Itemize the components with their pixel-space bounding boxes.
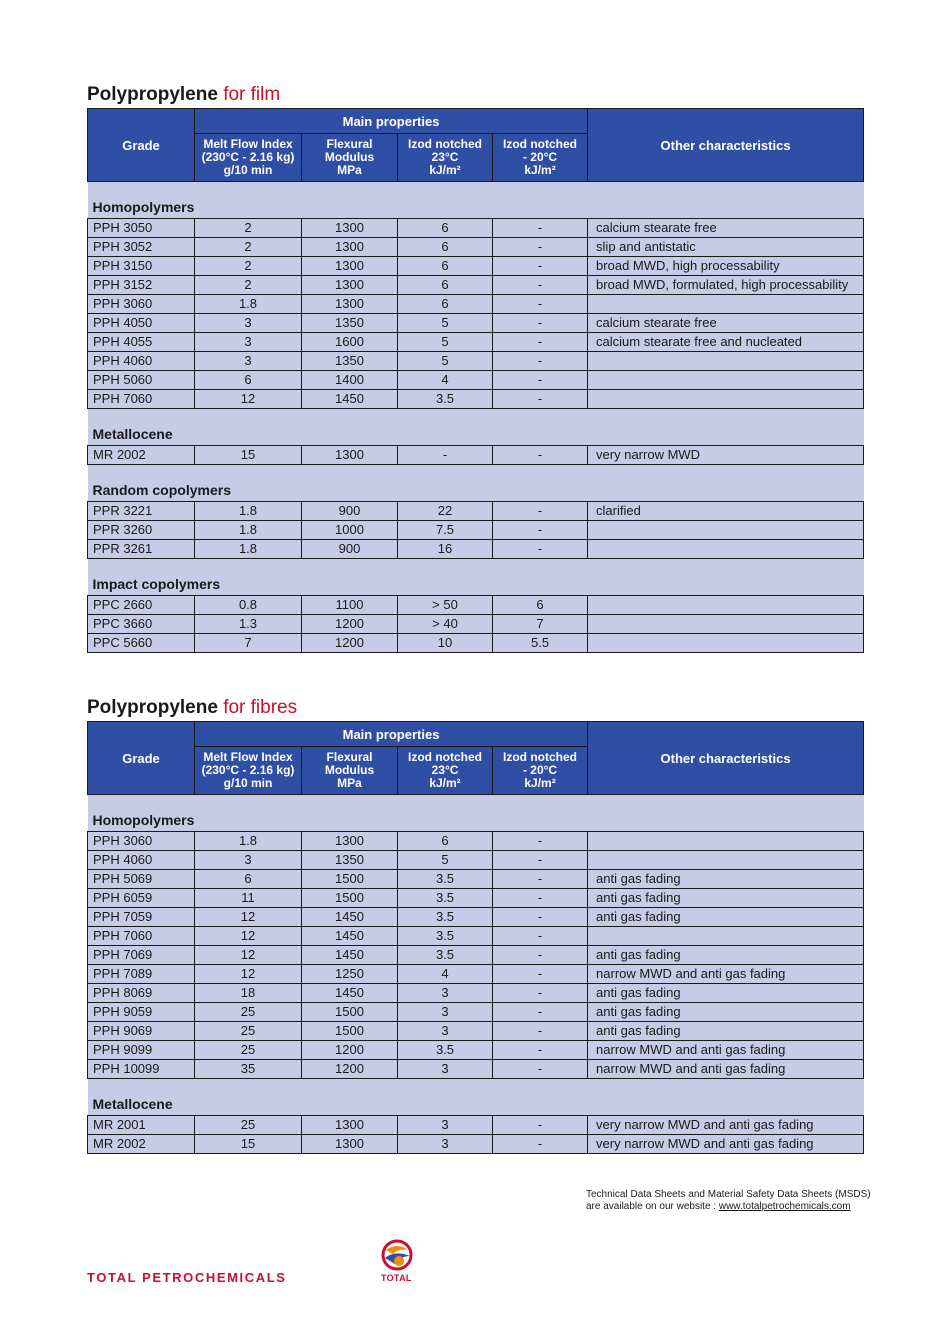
melt-flow-cell: 1.8	[195, 832, 302, 851]
flexural-modulus-cell: 900	[302, 502, 398, 521]
melt-flow-cell: 12	[195, 927, 302, 946]
header-izod-minus20	[493, 747, 588, 795]
datasheet-note-prefix: are available on our website :	[586, 1201, 719, 1212]
flexural-modulus-cell: 1300	[302, 832, 398, 851]
melt-flow-cell: 1.8	[195, 521, 302, 540]
datasheet-note-line1: Technical Data Sheets and Material Safety Data Sheets (MSDS)	[586, 1189, 871, 1200]
grade-cell: PPH 7060	[88, 390, 195, 409]
flexural-modulus-cell: 1100	[302, 596, 398, 615]
group-label: Metallocene	[88, 409, 864, 446]
izod-23-cell: 22	[398, 502, 493, 521]
table-row	[88, 596, 864, 615]
izod-23-cell: > 40	[398, 615, 493, 634]
group-label: Impact copolymers	[88, 559, 864, 596]
header-izod23-line3: kJ/m²	[429, 163, 461, 177]
flexural-modulus-cell: 1300	[302, 295, 398, 314]
table-row	[88, 333, 864, 352]
film-title-sub: for film	[223, 84, 281, 105]
header-main-properties: Main properties	[195, 109, 588, 134]
melt-flow-cell: 12	[195, 390, 302, 409]
melt-flow-cell: 3	[195, 333, 302, 352]
flexural-modulus-cell: 1300	[302, 257, 398, 276]
table-row	[88, 634, 864, 653]
melt-flow-cell: 3	[195, 352, 302, 371]
other-characteristics-cell	[588, 295, 864, 314]
other-characteristics-cell: anti gas fading	[588, 870, 864, 889]
table-row	[88, 832, 864, 851]
table-row	[88, 1135, 864, 1154]
header-izod-minus20	[493, 134, 588, 182]
other-characteristics-cell: narrow MWD and anti gas fading	[588, 1060, 864, 1079]
izod-23-cell: -	[398, 446, 493, 465]
website-link[interactable]: www.totalpetrochemicals.com	[718, 1201, 851, 1212]
header-flex-line1: Flexural	[326, 750, 373, 764]
header-flexural-modulus	[302, 747, 398, 795]
flexural-modulus-cell: 900	[302, 540, 398, 559]
other-characteristics-cell: anti gas fading	[588, 889, 864, 908]
header-izod23-line2: 23°C	[431, 763, 459, 777]
grade-cell: MR 2001	[88, 1116, 195, 1135]
group-row	[88, 1079, 864, 1116]
header-izod23-line1: Izod notched	[408, 137, 482, 151]
izod-minus20-cell: -	[493, 1060, 588, 1079]
header-izod20-line2: - 20°C	[522, 763, 558, 777]
izod-minus20-cell: -	[493, 446, 588, 465]
flexural-modulus-cell: 1300	[302, 276, 398, 295]
izod-minus20-cell: -	[493, 1116, 588, 1135]
melt-flow-cell: 25	[195, 1116, 302, 1135]
izod-minus20-cell: -	[493, 965, 588, 984]
table-row	[88, 851, 864, 870]
melt-flow-cell: 7	[195, 634, 302, 653]
other-characteristics-cell	[588, 832, 864, 851]
table-row	[88, 238, 864, 257]
melt-flow-cell: 3	[195, 314, 302, 333]
izod-minus20-cell: -	[493, 276, 588, 295]
melt-flow-cell: 12	[195, 946, 302, 965]
header-flex-line2: Modulus	[324, 150, 375, 164]
flexural-modulus-cell: 1250	[302, 965, 398, 984]
fibres-section-title	[87, 697, 297, 719]
header-flex-line3: MPa	[337, 163, 362, 177]
flexural-modulus-cell: 1000	[302, 521, 398, 540]
melt-flow-cell: 25	[195, 1022, 302, 1041]
header-mfi-line1: Melt Flow Index	[203, 750, 293, 764]
izod-minus20-cell: -	[493, 984, 588, 1003]
header-melt-flow-index	[195, 747, 302, 795]
flexural-modulus-cell: 1200	[302, 1060, 398, 1079]
flexural-modulus-cell: 1450	[302, 908, 398, 927]
flexural-modulus-cell: 1300	[302, 238, 398, 257]
melt-flow-cell: 35	[195, 1060, 302, 1079]
izod-minus20-cell: -	[493, 390, 588, 409]
izod-23-cell: 3	[398, 1135, 493, 1154]
grade-cell: PPH 10099	[88, 1060, 195, 1079]
other-characteristics-cell	[588, 521, 864, 540]
flexural-modulus-cell: 1350	[302, 851, 398, 870]
izod-23-cell: 6	[398, 295, 493, 314]
flexural-modulus-cell: 1600	[302, 333, 398, 352]
table-row	[88, 1116, 864, 1135]
other-characteristics-cell: very narrow MWD	[588, 446, 864, 465]
flexural-modulus-cell: 1200	[302, 634, 398, 653]
izod-23-cell: 6	[398, 276, 493, 295]
table-row	[88, 219, 864, 238]
grade-cell: PPH 9069	[88, 1022, 195, 1041]
flexural-modulus-cell: 1200	[302, 1041, 398, 1060]
fibres-table-body	[88, 795, 864, 1154]
izod-minus20-cell: 6	[493, 596, 588, 615]
flexural-modulus-cell: 1500	[302, 870, 398, 889]
table-row	[88, 870, 864, 889]
table-row	[88, 889, 864, 908]
other-characteristics-cell: broad MWD, high processability	[588, 257, 864, 276]
izod-23-cell: 6	[398, 238, 493, 257]
grade-cell: PPH 5069	[88, 870, 195, 889]
other-characteristics-cell	[588, 615, 864, 634]
izod-minus20-cell: -	[493, 851, 588, 870]
izod-23-cell: 10	[398, 634, 493, 653]
header-mfi-line3: g/10 min	[223, 776, 273, 790]
header-mfi-line1: Melt Flow Index	[203, 137, 293, 151]
header-izod-23	[398, 134, 493, 182]
group-label: Metallocene	[88, 1079, 864, 1116]
table-row	[88, 1003, 864, 1022]
melt-flow-cell: 1.8	[195, 540, 302, 559]
header-izod20-line1: Izod notched	[503, 750, 578, 764]
table-row	[88, 314, 864, 333]
other-characteristics-cell	[588, 390, 864, 409]
izod-minus20-cell: -	[493, 502, 588, 521]
grade-cell: PPH 4060	[88, 352, 195, 371]
group-row	[88, 559, 864, 596]
izod-23-cell: 16	[398, 540, 493, 559]
table-row	[88, 908, 864, 927]
izod-23-cell: 5	[398, 851, 493, 870]
grade-cell: PPR 3261	[88, 540, 195, 559]
datasheet-note	[586, 1189, 871, 1213]
film-title-main: Polypropylene	[87, 84, 218, 105]
melt-flow-cell: 2	[195, 219, 302, 238]
izod-23-cell: 3.5	[398, 1041, 493, 1060]
izod-minus20-cell: -	[493, 908, 588, 927]
other-characteristics-cell: anti gas fading	[588, 946, 864, 965]
header-mfi-line3: g/10 min	[223, 163, 273, 177]
grade-cell: MR 2002	[88, 446, 195, 465]
header-grade: Grade	[88, 722, 195, 795]
izod-minus20-cell: -	[493, 521, 588, 540]
other-characteristics-cell: anti gas fading	[588, 908, 864, 927]
melt-flow-cell: 2	[195, 238, 302, 257]
izod-23-cell: 3	[398, 1022, 493, 1041]
izod-23-cell: 3.5	[398, 870, 493, 889]
table-row	[88, 927, 864, 946]
group-row	[88, 409, 864, 446]
table-row	[88, 390, 864, 409]
izod-23-cell: 4	[398, 965, 493, 984]
izod-23-cell: 3	[398, 1003, 493, 1022]
izod-minus20-cell: -	[493, 219, 588, 238]
grade-cell: PPH 5060	[88, 371, 195, 390]
header-izod20-line3: kJ/m²	[524, 163, 556, 177]
flexural-modulus-cell: 1500	[302, 1022, 398, 1041]
table-row	[88, 446, 864, 465]
grade-cell: PPH 3052	[88, 238, 195, 257]
izod-minus20-cell: -	[493, 295, 588, 314]
melt-flow-cell: 6	[195, 371, 302, 390]
flexural-modulus-cell: 1500	[302, 1003, 398, 1022]
flexural-modulus-cell: 1500	[302, 889, 398, 908]
izod-minus20-cell: -	[493, 540, 588, 559]
izod-minus20-cell: -	[493, 889, 588, 908]
fibres-title-sub: for fibres	[223, 697, 298, 718]
table-row	[88, 521, 864, 540]
izod-23-cell: 6	[398, 832, 493, 851]
izod-23-cell: 5	[398, 314, 493, 333]
header-mfi-line2: (230°C - 2.16 kg)	[201, 150, 295, 164]
izod-minus20-cell: -	[493, 257, 588, 276]
grade-cell: PPH 7059	[88, 908, 195, 927]
melt-flow-cell: 3	[195, 851, 302, 870]
grade-cell: PPH 6059	[88, 889, 195, 908]
flexural-modulus-cell: 1450	[302, 946, 398, 965]
grade-cell: PPH 9099	[88, 1041, 195, 1060]
table-row	[88, 295, 864, 314]
other-characteristics-cell	[588, 596, 864, 615]
table-row	[88, 276, 864, 295]
grade-cell: PPH 4060	[88, 851, 195, 870]
grade-cell: PPH 9059	[88, 1003, 195, 1022]
flexural-modulus-cell: 1300	[302, 1116, 398, 1135]
brand-wordmark: TOTAL PETROCHEMICALS	[87, 1270, 287, 1285]
izod-23-cell: 3	[398, 1060, 493, 1079]
other-characteristics-cell: calcium stearate free	[588, 219, 864, 238]
grade-cell: PPH 3150	[88, 257, 195, 276]
izod-23-cell: 6	[398, 219, 493, 238]
other-characteristics-cell: narrow MWD and anti gas fading	[588, 1041, 864, 1060]
flexural-modulus-cell: 1200	[302, 615, 398, 634]
grade-cell: PPC 5660	[88, 634, 195, 653]
other-characteristics-cell: calcium stearate free	[588, 314, 864, 333]
group-label: Random copolymers	[88, 465, 864, 502]
table-row	[88, 1041, 864, 1060]
header-izod20-line1: Izod notched	[503, 137, 578, 151]
izod-23-cell: 3.5	[398, 927, 493, 946]
group-label: Homopolymers	[88, 182, 864, 219]
other-characteristics-cell	[588, 540, 864, 559]
izod-minus20-cell: -	[493, 1003, 588, 1022]
izod-minus20-cell: -	[493, 371, 588, 390]
header-flex-line2: Modulus	[324, 763, 375, 777]
header-main-properties: Main properties	[195, 722, 588, 747]
header-izod23-line3: kJ/m²	[429, 776, 461, 790]
film-table-body	[88, 182, 864, 653]
header-flex-line1: Flexural	[326, 137, 373, 151]
melt-flow-cell: 1.8	[195, 502, 302, 521]
table-row	[88, 352, 864, 371]
izod-23-cell: 5	[398, 352, 493, 371]
other-characteristics-cell: very narrow MWD and anti gas fading	[588, 1135, 864, 1154]
other-characteristics-cell: anti gas fading	[588, 984, 864, 1003]
header-other-characteristics: Other characteristics	[588, 722, 864, 795]
grade-cell: PPH 4050	[88, 314, 195, 333]
header-flex-line3: MPa	[337, 776, 362, 790]
melt-flow-cell: 15	[195, 1135, 302, 1154]
header-izod20-line3: kJ/m²	[524, 776, 556, 790]
melt-flow-cell: 18	[195, 984, 302, 1003]
grade-cell: PPH 3050	[88, 219, 195, 238]
izod-23-cell: > 50	[398, 596, 493, 615]
table-row	[88, 502, 864, 521]
grade-cell: PPH 7089	[88, 965, 195, 984]
other-characteristics-cell: clarified	[588, 502, 864, 521]
header-grade: Grade	[88, 109, 195, 182]
other-characteristics-cell	[588, 371, 864, 390]
table-row	[88, 257, 864, 276]
header-other-characteristics: Other characteristics	[588, 109, 864, 182]
grade-cell: PPH 3060	[88, 832, 195, 851]
header-mfi-line2: (230°C - 2.16 kg)	[201, 763, 295, 777]
izod-minus20-cell: -	[493, 352, 588, 371]
grade-cell: PPR 3221	[88, 502, 195, 521]
table-row	[88, 615, 864, 634]
melt-flow-cell: 25	[195, 1003, 302, 1022]
other-characteristics-cell: narrow MWD and anti gas fading	[588, 965, 864, 984]
other-characteristics-cell: slip and antistatic	[588, 238, 864, 257]
melt-flow-cell: 15	[195, 446, 302, 465]
grade-cell: PPH 4055	[88, 333, 195, 352]
izod-minus20-cell: -	[493, 1022, 588, 1041]
flexural-modulus-cell: 1450	[302, 390, 398, 409]
group-row	[88, 182, 864, 219]
grade-cell: MR 2002	[88, 1135, 195, 1154]
izod-minus20-cell: -	[493, 333, 588, 352]
grade-cell: PPH 7069	[88, 946, 195, 965]
table-row	[88, 984, 864, 1003]
izod-23-cell: 3.5	[398, 908, 493, 927]
izod-minus20-cell: -	[493, 1041, 588, 1060]
izod-minus20-cell: 7	[493, 615, 588, 634]
melt-flow-cell: 2	[195, 276, 302, 295]
header-izod20-line2: - 20°C	[522, 150, 558, 164]
flexural-modulus-cell: 1400	[302, 371, 398, 390]
flexural-modulus-cell: 1450	[302, 984, 398, 1003]
melt-flow-cell: 1.8	[195, 295, 302, 314]
other-characteristics-cell: very narrow MWD and anti gas fading	[588, 1116, 864, 1135]
other-characteristics-cell: anti gas fading	[588, 1022, 864, 1041]
fibres-properties-table	[87, 721, 864, 1154]
izod-minus20-cell: -	[493, 946, 588, 965]
grade-cell: PPC 2660	[88, 596, 195, 615]
header-flexural-modulus	[302, 134, 398, 182]
izod-minus20-cell: -	[493, 832, 588, 851]
grade-cell: PPH 7060	[88, 927, 195, 946]
header-izod-23	[398, 747, 493, 795]
melt-flow-cell: 0.8	[195, 596, 302, 615]
izod-23-cell: 3	[398, 984, 493, 1003]
flexural-modulus-cell: 1300	[302, 219, 398, 238]
header-melt-flow-index	[195, 134, 302, 182]
other-characteristics-cell: broad MWD, formulated, high processability	[588, 276, 864, 295]
group-label: Homopolymers	[88, 795, 864, 832]
flexural-modulus-cell: 1350	[302, 352, 398, 371]
datasheet-note-line2	[586, 1201, 871, 1213]
izod-23-cell: 3.5	[398, 889, 493, 908]
izod-minus20-cell: -	[493, 927, 588, 946]
melt-flow-cell: 12	[195, 965, 302, 984]
table-row	[88, 540, 864, 559]
melt-flow-cell: 1.3	[195, 615, 302, 634]
grade-cell: PPC 3660	[88, 615, 195, 634]
other-characteristics-cell	[588, 851, 864, 870]
grade-cell: PPH 8069	[88, 984, 195, 1003]
melt-flow-cell: 6	[195, 870, 302, 889]
other-characteristics-cell	[588, 634, 864, 653]
other-characteristics-cell: anti gas fading	[588, 1003, 864, 1022]
header-izod23-line2: 23°C	[431, 150, 459, 164]
group-row	[88, 795, 864, 832]
grade-cell: PPH 3060	[88, 295, 195, 314]
izod-minus20-cell: -	[493, 1135, 588, 1154]
melt-flow-cell: 2	[195, 257, 302, 276]
flexural-modulus-cell: 1300	[302, 1135, 398, 1154]
table-row	[88, 946, 864, 965]
izod-23-cell: 7.5	[398, 521, 493, 540]
melt-flow-cell: 12	[195, 908, 302, 927]
fibres-title-main: Polypropylene	[87, 697, 218, 718]
film-properties-table	[87, 108, 864, 653]
other-characteristics-cell	[588, 927, 864, 946]
izod-23-cell: 4	[398, 371, 493, 390]
group-row	[88, 465, 864, 502]
other-characteristics-cell	[588, 352, 864, 371]
izod-23-cell: 3.5	[398, 390, 493, 409]
izod-minus20-cell: -	[493, 238, 588, 257]
table-row	[88, 1022, 864, 1041]
grade-cell: PPH 3152	[88, 276, 195, 295]
header-izod23-line1: Izod notched	[408, 750, 482, 764]
logo-text: TOTAL	[381, 1273, 412, 1283]
izod-23-cell: 3	[398, 1116, 493, 1135]
flexural-modulus-cell: 1350	[302, 314, 398, 333]
melt-flow-cell: 25	[195, 1041, 302, 1060]
table-row	[88, 965, 864, 984]
table-row	[88, 1060, 864, 1079]
izod-minus20-cell: -	[493, 870, 588, 889]
table-row	[88, 371, 864, 390]
izod-23-cell: 3.5	[398, 946, 493, 965]
other-characteristics-cell: calcium stearate free and nucleated	[588, 333, 864, 352]
flexural-modulus-cell: 1450	[302, 927, 398, 946]
melt-flow-cell: 11	[195, 889, 302, 908]
izod-23-cell: 6	[398, 257, 493, 276]
flexural-modulus-cell: 1300	[302, 446, 398, 465]
film-section-title	[87, 84, 280, 106]
izod-minus20-cell: 5.5	[493, 634, 588, 653]
izod-23-cell: 5	[398, 333, 493, 352]
grade-cell: PPR 3260	[88, 521, 195, 540]
izod-minus20-cell: -	[493, 314, 588, 333]
